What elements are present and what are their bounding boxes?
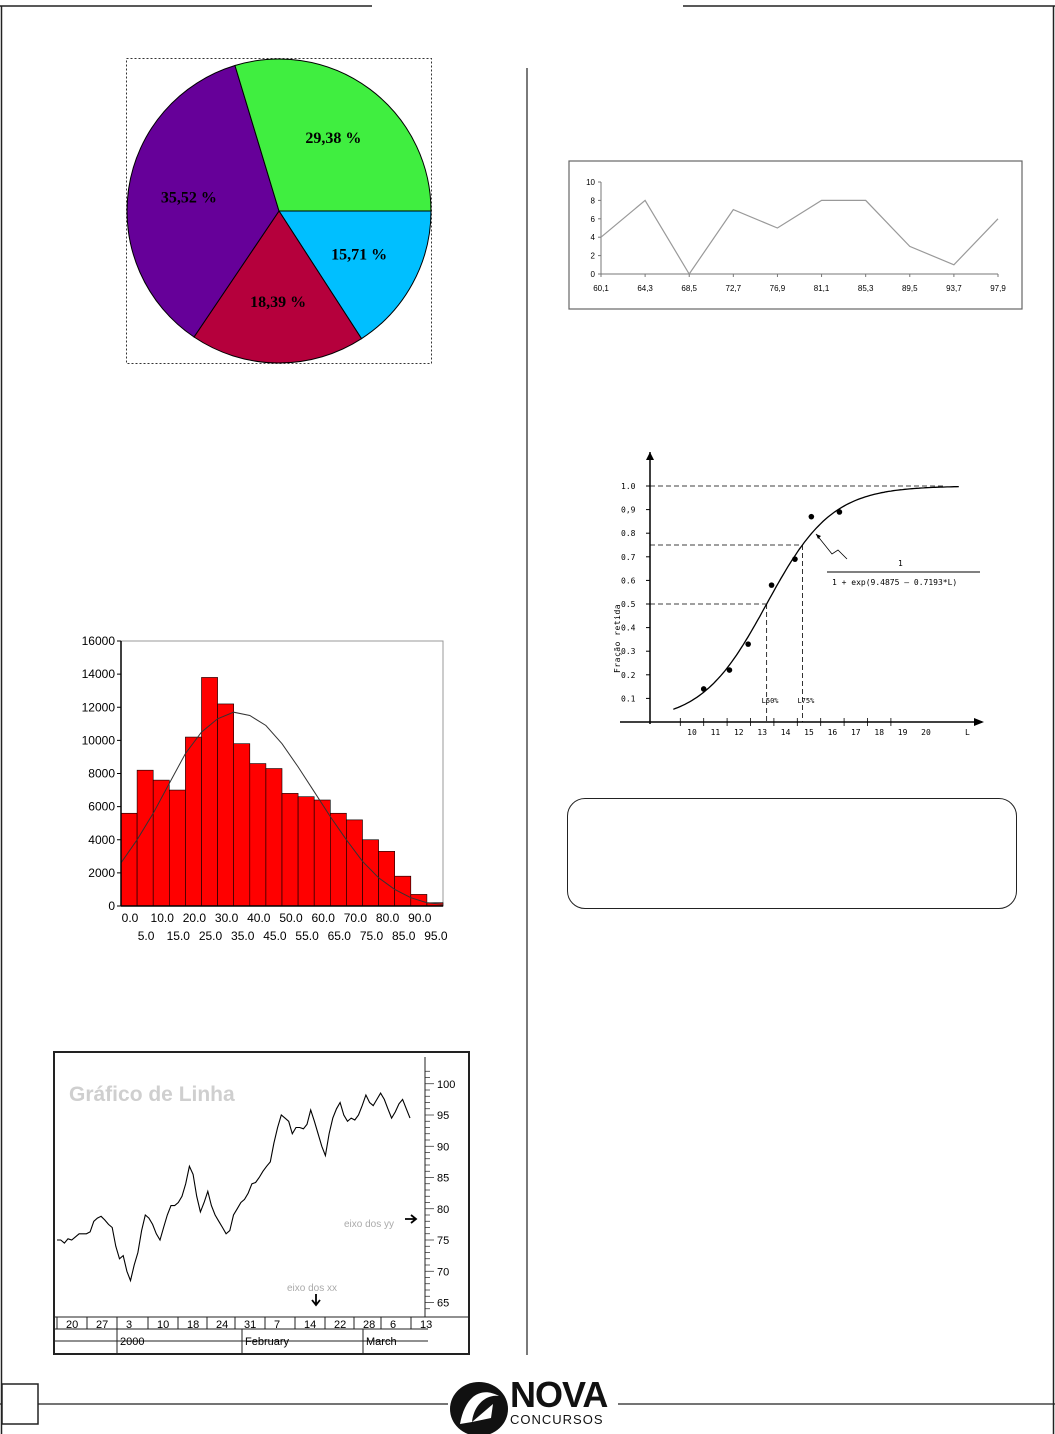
pie-slice-label: 18,39 % (250, 294, 307, 312)
x-tick-label: 16 (827, 728, 838, 737)
y-tick-label: 65 (437, 1297, 450, 1310)
x-tick-label: 75.0 (359, 929, 384, 943)
x-tick-label: 93,7 (946, 284, 962, 293)
x-axis-label: L (965, 728, 970, 737)
y-tick-label: 0 (108, 899, 115, 913)
date-tick-label: 27 (96, 1319, 109, 1331)
x-tick-label: 15.0 (166, 929, 190, 943)
x-axis-annotation: eixo dos xx (287, 1283, 338, 1294)
x-tick-label: 10 (687, 728, 697, 737)
formula-numerator: 1 (898, 559, 903, 568)
y-tick-label: 1.0 (621, 482, 636, 491)
x-tick-label: 50.0 (279, 911, 303, 925)
histogram-bar (363, 840, 379, 906)
y-tick-label: 85 (437, 1172, 450, 1185)
data-point (701, 686, 707, 692)
x-tick-label: 64,3 (637, 284, 653, 293)
x-tick-label: 60,1 (593, 284, 609, 293)
y-tick-label: 16000 (81, 634, 115, 648)
nova-concursos-logo-icon (447, 1378, 515, 1434)
date-tick-label: 7 (274, 1319, 281, 1331)
x-tick-label: 81,1 (813, 284, 830, 293)
period-label: March (366, 1336, 397, 1348)
y-tick-label: 10000 (81, 733, 115, 748)
histogram-bar (250, 764, 266, 906)
y-tick-label: 100 (437, 1078, 456, 1091)
y-tick-label: 2 (590, 251, 595, 261)
y-axis-annotation: eixo dos yy (344, 1219, 395, 1230)
x-tick-label: 89,5 (901, 284, 918, 293)
y-tick-label: 0.4 (621, 623, 636, 633)
histogram-bar (379, 851, 395, 906)
x-tick-label: 5.0 (137, 929, 155, 943)
x-tick-label: 15 (804, 728, 814, 737)
date-tick-label: 18 (187, 1319, 200, 1331)
histogram-bar (282, 793, 298, 906)
x-tick-label: 85,3 (857, 284, 874, 293)
y-tick-label: 0.5 (621, 600, 636, 609)
histogram-bar (298, 797, 314, 906)
x-tick-label: 68,5 (681, 284, 698, 293)
period-label: February (245, 1336, 290, 1348)
pie-slice-label: 15,71 % (331, 246, 388, 264)
x-tick-label: 40.0 (247, 911, 271, 925)
y-tick-label: 95 (437, 1110, 450, 1122)
x-tick-label: 35.0 (231, 929, 255, 943)
y-tick-label: 0.8 (621, 529, 636, 539)
y-tick-label: 0 (590, 270, 595, 279)
y-axis-arrow-icon (646, 452, 654, 460)
empty-note-box (567, 798, 1017, 909)
formula-denominator: 1 + exp(9.4875 – 0.7193*L) (832, 578, 958, 587)
x-tick-label: 11 (710, 728, 721, 737)
data-point (792, 556, 798, 562)
y-tick-label: 4000 (88, 832, 115, 847)
date-tick-label: 6 (390, 1319, 397, 1331)
brand-logo (510, 1374, 608, 1428)
brand-subtitle: CONCURSOS (510, 1412, 604, 1427)
x-tick-label: 13 (757, 728, 768, 737)
y-tick-label: 0,9 (621, 505, 636, 515)
x-tick-label: 65.0 (327, 929, 351, 943)
data-point (745, 641, 751, 647)
date-tick-label: 20 (66, 1319, 79, 1331)
y-tick-label: 80 (437, 1203, 450, 1216)
y-tick-label: 12000 (81, 700, 115, 715)
data-point (837, 509, 843, 515)
x-tick-label: 25.0 (198, 929, 223, 943)
x-tick-label: 55.0 (295, 929, 319, 943)
x-tick-label: 18 (874, 728, 885, 737)
data-point (769, 582, 775, 588)
l75-marker-label: L75% (797, 697, 815, 705)
y-tick-label: 2000 (88, 865, 115, 880)
x-tick-label: 0.0 (121, 911, 139, 925)
stock-line-chart (53, 1051, 470, 1355)
x-tick-label: 45.0 (263, 929, 287, 943)
x-tick-label: 10.0 (150, 911, 174, 925)
histogram-bar (330, 813, 346, 906)
histogram-chart (75, 632, 450, 947)
date-tick-label: 31 (244, 1319, 257, 1331)
y-tick-label: 0.3 (621, 647, 636, 657)
y-axis-label: Fração retida (613, 603, 622, 673)
histogram-bar (234, 744, 250, 906)
histogram-bar (218, 704, 234, 906)
x-tick-label: 12 (733, 728, 744, 737)
fitted-curve (673, 487, 959, 710)
y-tick-label: 10 (586, 178, 595, 187)
y-tick-label: 70 (437, 1266, 450, 1279)
y-tick-label: 75 (437, 1235, 450, 1247)
period-label: 2000 (120, 1336, 145, 1348)
y-tick-label: 0.2 (621, 670, 636, 680)
x-tick-label: 85.0 (392, 929, 416, 943)
date-tick-label: 3 (126, 1319, 133, 1331)
y-tick-label: 8 (590, 196, 595, 206)
x-tick-label: 20 (921, 728, 931, 737)
formula-pointer (816, 534, 847, 559)
x-tick-label: 95.0 (424, 929, 448, 943)
data-point (809, 514, 815, 520)
date-tick-label: 28 (363, 1319, 376, 1331)
brand-name: NOVA (510, 1374, 608, 1415)
y-tick-label: 14000 (81, 667, 115, 682)
date-tick-label: 22 (334, 1319, 347, 1331)
histogram-bar (137, 770, 153, 906)
chart-title: Gráfico de Linha (69, 1083, 235, 1106)
x-tick-label: 80.0 (375, 911, 400, 925)
pie-chart (126, 58, 432, 364)
small-line-chart (568, 160, 1023, 310)
y-tick-label: 90 (437, 1141, 450, 1154)
histogram-bar (169, 790, 185, 906)
x-tick-label: 90.0 (408, 911, 432, 925)
x-tick-label: 60.0 (311, 911, 335, 925)
histogram-bar (314, 800, 330, 906)
y-tick-label: 4 (590, 233, 595, 243)
pie-slice-label: 29,38 % (305, 129, 362, 147)
y-tick-label: 0.7 (621, 552, 636, 562)
l50-marker-label: L50% (761, 697, 779, 705)
histogram-bar (202, 677, 218, 906)
x-tick-label: 76,9 (769, 284, 786, 293)
x-tick-label: 70.0 (343, 911, 368, 925)
x-tick-label: 14 (780, 728, 791, 737)
y-tick-label: 0.1 (621, 694, 636, 704)
date-tick-label: 24 (216, 1319, 229, 1331)
date-tick-label: 10 (157, 1319, 170, 1331)
x-tick-label: 20.0 (182, 911, 207, 925)
x-tick-label: 19 (897, 728, 908, 737)
histogram-bar (266, 769, 282, 906)
logistic-curve-chart (600, 448, 1040, 748)
histogram-bar (185, 737, 201, 906)
y-tick-label: 6000 (88, 799, 115, 814)
date-tick-label: 14 (304, 1319, 317, 1331)
x-tick-label: 30.0 (214, 911, 239, 925)
x-tick-label: 72,7 (725, 284, 742, 293)
pie-slice-label: 35,52 % (160, 189, 217, 207)
histogram-bar (346, 820, 362, 906)
x-tick-label: 97,9 (990, 284, 1006, 293)
y-tick-label: 8000 (88, 766, 115, 781)
data-point (727, 667, 733, 673)
y-tick-label: 6 (590, 214, 595, 224)
y-tick-label: 0.6 (621, 576, 636, 586)
x-tick-label: 17 (850, 728, 861, 737)
x-axis-arrow-icon (974, 718, 984, 726)
date-tick-label: 13 (420, 1319, 433, 1331)
